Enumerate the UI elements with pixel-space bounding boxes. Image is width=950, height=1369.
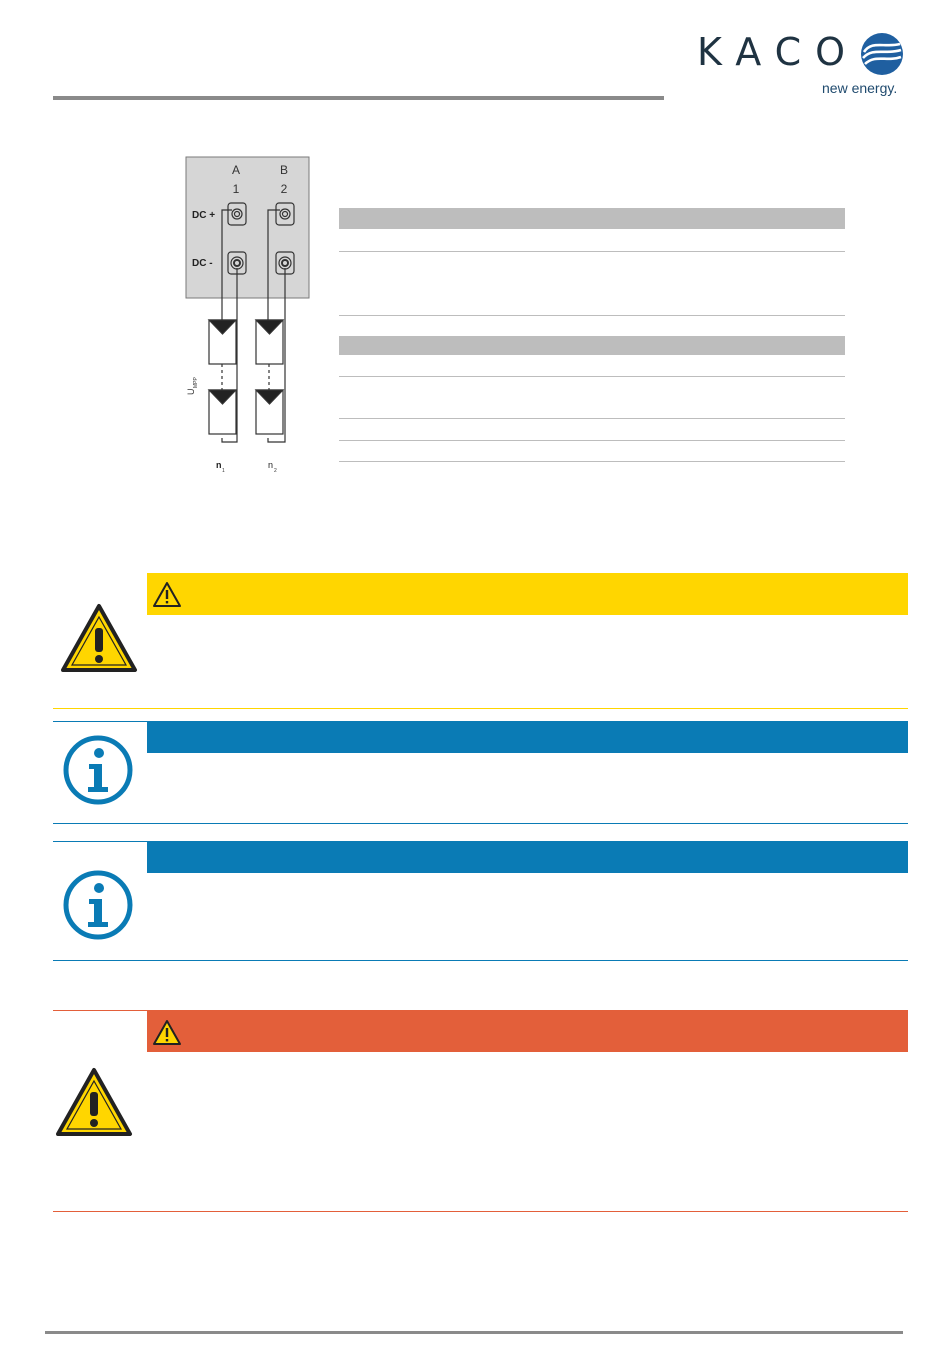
warning-notice (53, 1010, 908, 1212)
column-label-b: B (279, 163, 289, 177)
warning-triangle-icon (152, 1019, 182, 1046)
dc-string-wiring-diagram (180, 150, 315, 480)
svg-text:MPP: MPP (193, 377, 199, 388)
input-label-1: 1 (232, 182, 240, 196)
pv-string-2 (256, 320, 283, 434)
caution-header-bar (147, 573, 908, 615)
string-label-n2: n (268, 460, 274, 470)
brand-name: KACO (697, 30, 860, 74)
input-label-2: 2 (280, 182, 288, 196)
string-sub-2: 2 (274, 468, 277, 474)
string-sub-1: 1 (222, 468, 225, 474)
brand-tagline: new energy. (822, 80, 898, 96)
table-row-rule (339, 315, 845, 316)
warning-large-icon (55, 1067, 133, 1137)
pv-string-1 (209, 320, 236, 434)
svg-text:U: U (186, 388, 196, 395)
table-row-rule (339, 376, 845, 377)
table-header-bar (339, 208, 845, 229)
info-icon (62, 869, 134, 941)
info-icon (62, 734, 134, 806)
table-row-rule (339, 418, 845, 419)
voltage-label (186, 377, 199, 396)
info-notice-1 (53, 721, 908, 824)
warning-header-bar (147, 1010, 908, 1052)
table-header-bar (339, 336, 845, 355)
footer-rule (45, 1331, 903, 1334)
dc-plus-label: DC + (192, 210, 216, 221)
table-row-rule (339, 440, 845, 441)
warning-triangle-icon (152, 581, 182, 608)
info-header-bar-1 (147, 721, 908, 753)
info-notice-2 (53, 841, 908, 961)
caution-notice (53, 573, 908, 709)
string-label-n1: n (216, 460, 222, 470)
caution-large-warning-icon (60, 603, 138, 673)
table-row-rule (339, 251, 845, 252)
table-row-rule (339, 461, 845, 462)
info-header-bar-2 (147, 841, 908, 873)
kaco-wave-logo-icon (860, 32, 904, 76)
column-label-a: A (231, 163, 241, 177)
dc-minus-label: DC - (192, 258, 213, 269)
header-rule (53, 96, 664, 100)
